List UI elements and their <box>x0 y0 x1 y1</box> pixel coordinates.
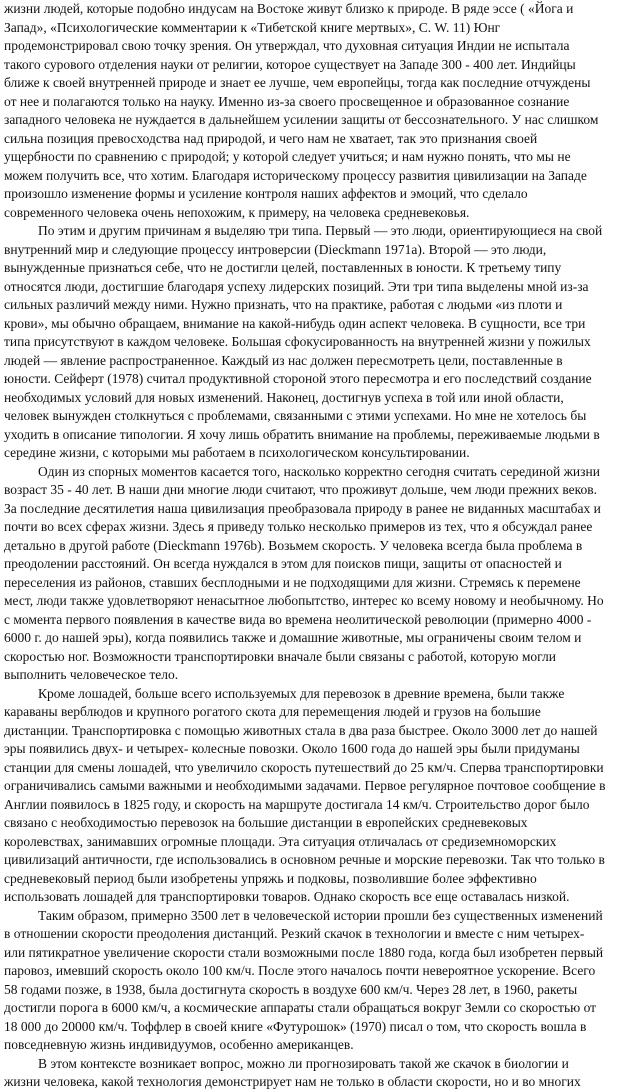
text-line: людей — явление распространенное. Каждый из нас должен пересмотреть цели, поставленные в <box>4 352 563 368</box>
paragraph <box>4 222 617 463</box>
text-line: человек вынужден столкнуться с проблемами, связанными с этими успехами. Но мне не хотелось бы <box>4 408 587 423</box>
text-line: относятся люди, достигшие благодаря успеху лидерских позиций. Эти три типа выделены мной из-за <box>4 278 589 294</box>
paragraph <box>4 685 617 907</box>
paragraph <box>4 0 617 222</box>
text-line: или пятикратное увеличение скорости стали возможными после 1880 года, когда был изобретен первый <box>4 944 604 960</box>
text-line: караваны верблюдов и крупного рогатого скота для перемещения людей и грузов на большие <box>4 704 541 719</box>
text-line: Запад», «Психологические комментарии к «Тибетской книге мертвых», С. W. 11) Юнг <box>4 19 501 35</box>
text-line: эры появились двух- и четырех- колесные повозки. Около 1600 года до нашей эры были придуманы <box>4 741 580 756</box>
text-line: возраст 35 - 40 лет. В наши дни многие люди считают, что проживут дольше, чем люди прежних веков. <box>4 482 598 497</box>
text-line: достигли порога в 6000 км/ч, а космические аппараты стали обращаться вокруг Земли со скоростью от <box>4 1000 597 1015</box>
text-line: западного человека не нуждается в дальнейшем усилении защиты от бессознательного. У нас слишком <box>4 112 599 127</box>
paragraph <box>4 907 617 1055</box>
text-line: почти во всех сферах жизни. Здесь я приведу только несколько примеров из тех, что я обсуждал ранее <box>4 519 593 534</box>
text-line: повседневную жизнь индивидуумов, особенно американцев. <box>4 1037 354 1052</box>
text-line: продемонстрировал свою точку зрения. Он утверждал, что духовная ситуация Индии не испытала <box>4 38 570 53</box>
text-line: современного человека очень непохожим, к примеру, на человека средневековья. <box>4 204 470 220</box>
text-line: Англии появилось в 1825 году, и скорость на маршруте достигала 14 км/ч. Строительство дорог было <box>4 796 590 812</box>
text-line: скоростью ног. Возможности транспортировки вначале были связаны с работой, которую могли <box>4 648 556 664</box>
text-line: 58 годами позже, в 1938, была достигнута скорость в воздухе 600 км/ч. Через 28 лет, в 1960, ракеты <box>4 981 578 997</box>
text-line: Один из спорных моментов касается того, насколько корректно сегодня считать серединой жизни <box>38 463 600 479</box>
text-line: 18 000 до 20000 км/ч. Тоффлер в своей книге «Футурошок» (1970) писал о том, что скорость вошла в <box>4 1018 587 1034</box>
text-line: жизни людей, которые подобно индусам на Востоке живут близко к природе. В ряде эссе ( «Йога и <box>4 1 574 16</box>
text-line: 6000 г. до нашей эры), когда появились также и домашние животные, мы ограничены своим телом и <box>4 630 582 645</box>
text-line: середине жизни, с которыми мы работаем в психологическом консультировании. <box>4 445 470 460</box>
text-line: вынужденные признаться себе, что не достигли целей, поставленных в юности. К третьему типу <box>4 260 562 275</box>
text-line: сильна позиция превосходства над природой, и чего нам не хватает, так это признания своей <box>4 130 538 146</box>
text-line: сильных различий между ними. Нужно признать, что на практике, работая с людьми «из плоти и <box>4 297 563 312</box>
text-line: связано с необходимостью перевозок на большие дистанции в европейских средневековых <box>4 815 528 830</box>
text-line: ущербности по сравнению с природой; у которой следует учиться; и нам нужно понять, что мы не <box>4 149 571 164</box>
text-line: такого сурового отделения науки от религии, которое существует на Западе 300 - 400 лет. Индийцы <box>4 56 576 72</box>
paragraph <box>4 463 617 685</box>
text-line: Кроме лошадей, больше всего используемых для перевозок в древние времена, были также <box>38 685 565 701</box>
text-line: крови», мы обычно обращаем, внимание на какой-нибудь один аспект человека. В сущности, все три <box>4 315 586 331</box>
text-line: дистанции. Транспортировка с помощью животных стала в два раза быстрее. Около 3000 лет до нашей <box>4 722 598 738</box>
document-page <box>4 0 617 1089</box>
text-line: За последние десятилетия наша цивилизация преобразовала природу в ранее не виданных масштабах и <box>4 500 601 516</box>
text-line: цивилизаций античности, где использовались в основном речные и морские перевозки. Так что только в <box>4 852 605 867</box>
text-line: королевствах, занимавших огромные площади. Эта ситуация отличалась от средиземноморских <box>4 833 557 849</box>
text-line: с момента первого появления в качестве вида во времена неолитической революции (примерно 4000 - <box>4 611 592 627</box>
text-line: средневековый период были изобретены упряжь и подковы, позволившие более эффективно <box>4 870 537 886</box>
text-line: жизни человека, какой технология демонстрирует нам не только в области скорости, но и во многих <box>4 1074 581 1089</box>
text-line: детально в другой работе (Dieckmann 1976b). Возьмем скорость. У человека всегда была проблема в <box>4 537 583 553</box>
text-line: уходить в описание типологии. Я хочу лишь обратить внимание на проблемы, переживаемые людьми в <box>4 426 600 442</box>
text-line: ограничивались самыми важными и необходимыми задачами. Первое регулярное почтовое сообщение в <box>4 778 606 793</box>
text-line: станции для смены лошадей, что увеличило скорость путешествий до 25 км/ч. Сперва транспортировки <box>4 759 604 775</box>
text-line: можем получить все, что хотим. Благодаря историческому процессу развития цивилизации на Западе <box>4 167 587 183</box>
text-line: юности. Сейферт (1978) считал продуктивной стороной этого пересмотра и его последствий создание <box>4 371 592 386</box>
text-line: произошло изменение формы и усиление контроля наших аффектов и эмоций, что сделало <box>4 186 528 201</box>
text-line: ближе к своей внутренней природе и знает ее лучше, чем европейцы, тогда как последние отчуждены <box>4 75 591 90</box>
text-line: преодолении расстояний. Он всегда нуждался в этом для поисков пищи, защиты от опасностей и <box>4 556 562 571</box>
text-line: от нее и полагаются только на науку. Именно из-за своего просвещенное и образованное сознание <box>4 93 570 109</box>
text-line: использовать лошадей для транспортировки товаров. Однако скорость все еще оставалась низкой. <box>4 889 570 904</box>
text-line: внутренний мир и следующие процессу интроверсии (Dieckmann 1971a). Второй — это люди, <box>4 241 547 257</box>
text-line: выполнить человеческое тело. <box>4 667 179 682</box>
paragraph <box>4 1055 617 1092</box>
text-line: в отношении скорости преодоления дистанций. Резкий скачок в технологии и вместе с ним четырех- <box>4 926 585 941</box>
text-line: По этим и другим причинам я выделяю три типа. Первый — это люди, ориентирующиеся на свой <box>38 223 603 238</box>
text-line: необходимых условий для новых изменений. Наконец, достигнув успеха в той или иной области, <box>4 389 564 405</box>
text-line: В этом контексте возникает вопрос, можно ли прогнозировать такой же скачок в биологии и <box>38 1055 569 1071</box>
text-line: Таким образом, примерно 3500 лет в человеческой истории прошли без существенных изменений <box>38 907 603 923</box>
text-line: паровоз, имевший скорость около 100 км/ч. После этого началось почти невероятное ускорение. Всего <box>4 963 596 978</box>
text-line: типа присутствуют в каждом человеке. Большая сфокусированность на внутренней жизни у пожилых <box>4 334 591 349</box>
text-line: мест, люди также удовлетворяют ненасытное любопытство, интерес ко всему новому и необычному. Но <box>4 593 604 608</box>
text-line: переселения из районов, ставших бесплодными и не подходящими для жизни. Стремясь к перемене <box>4 574 581 590</box>
